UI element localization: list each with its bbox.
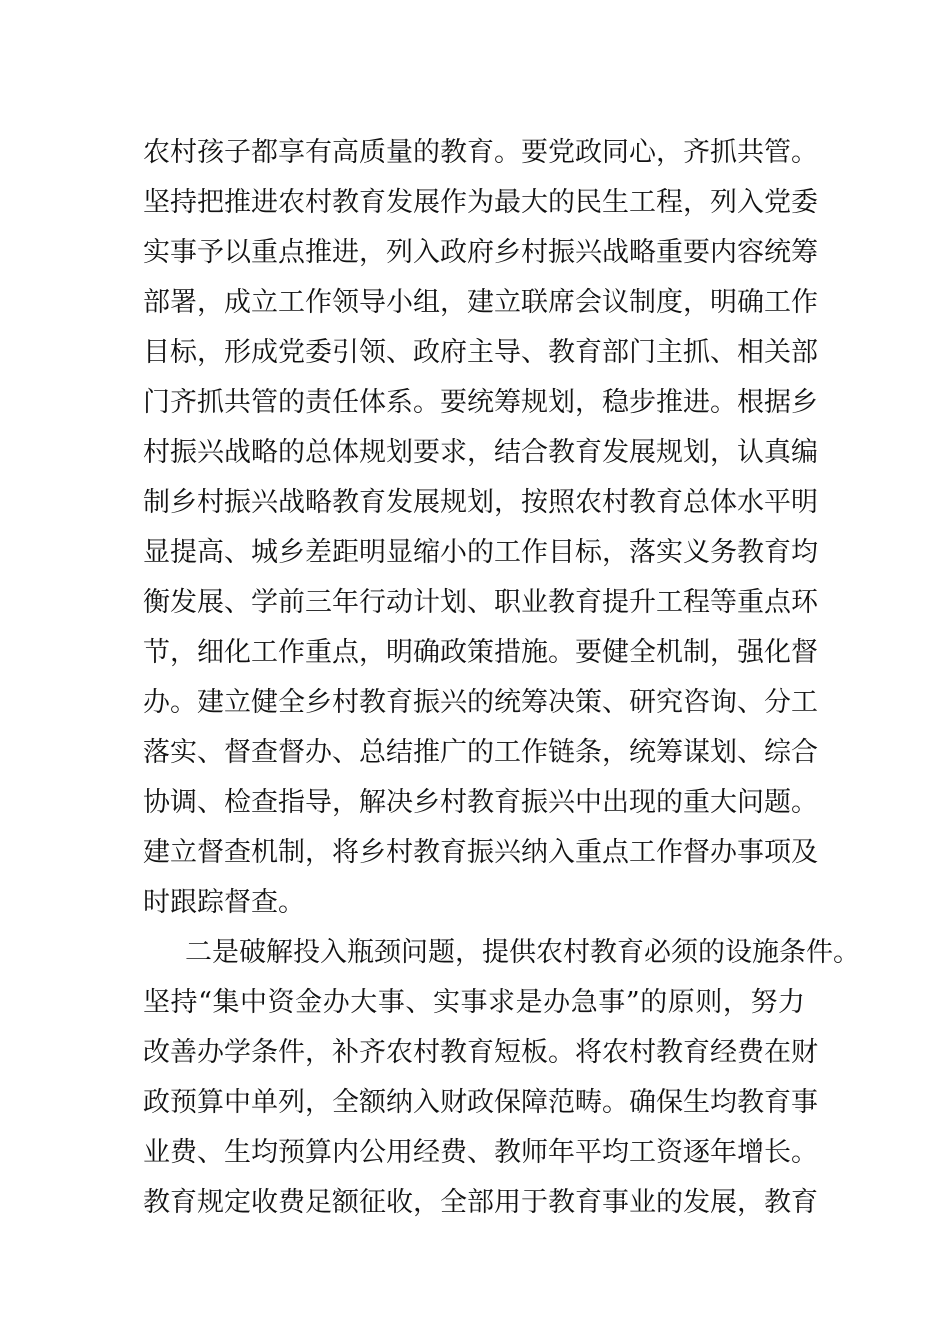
text-line-20: 政预算中单列，全额纳入财政保障范畴。确保生均教育事 — [143, 1087, 818, 1118]
text-line-22: 教育规定收费足额征收，全部用于教育事业的发展，教育 — [143, 1187, 818, 1218]
text-line-13: 落实、督查督办、总结推广的工作链条，统筹谋划、综合 — [143, 737, 818, 768]
text-line-12: 办。建立健全乡村教育振兴的统筹决策、研究咨询、分工 — [143, 687, 818, 718]
text-line-15: 建立督查机制，将乡村教育振兴纳入重点工作督办事项及 — [143, 837, 818, 868]
text-line-21: 业费、生均预算内公用经费、教师年平均工资逐年增长。 — [143, 1137, 818, 1168]
text-line-2: 坚持把推进农村教育发展作为最大的民生工程，列入党委 — [143, 187, 818, 218]
text-line-10: 衡发展、学前三年行动计划、职业教育提升工程等重点环 — [143, 587, 818, 618]
document-body — [0, 128, 950, 1228]
text-line-19: 改善办学条件，补齐农村教育短板。将农村教育经费在财 — [143, 1037, 818, 1068]
text-line-7: 村振兴战略的总体规划要求，结合教育发展规划，认真编 — [143, 437, 818, 468]
paragraph-2-first-line: 二是破解投入瓶颈问题，提供农村教育必须的设施条件。 — [185, 937, 860, 968]
text-line-3: 实事予以重点推进，列入政府乡村振兴战略重要内容统筹 — [143, 237, 818, 268]
text-line-11: 节，细化工作重点，明确政策措施。要健全机制，强化督 — [143, 637, 818, 668]
text-line-9: 显提高、城乡差距明显缩小的工作目标，落实义务教育均 — [143, 537, 818, 568]
text-line-6: 门齐抓共管的责任体系。要统筹规划，稳步推进。根据乡 — [143, 387, 818, 418]
text-line-18: 坚持“集中资金办大事、实事求是办急事”的原则，努力 — [143, 987, 805, 1018]
text-line-16: 时跟踪督查。 — [143, 887, 305, 918]
text-line-14: 协调、检查指导，解决乡村教育振兴中出现的重大问题。 — [143, 787, 818, 818]
text-line-5: 目标，形成党委引领、政府主导、教育部门主抓、相关部 — [143, 337, 818, 368]
text-line-1: 农村孩子都享有高质量的教育。要党政同心，齐抓共管。 — [143, 137, 818, 168]
text-line-8: 制乡村振兴战略教育发展规划，按照农村教育总体水平明 — [143, 487, 818, 518]
text-line-4: 部署，成立工作领导小组，建立联席会议制度，明确工作 — [143, 287, 818, 318]
